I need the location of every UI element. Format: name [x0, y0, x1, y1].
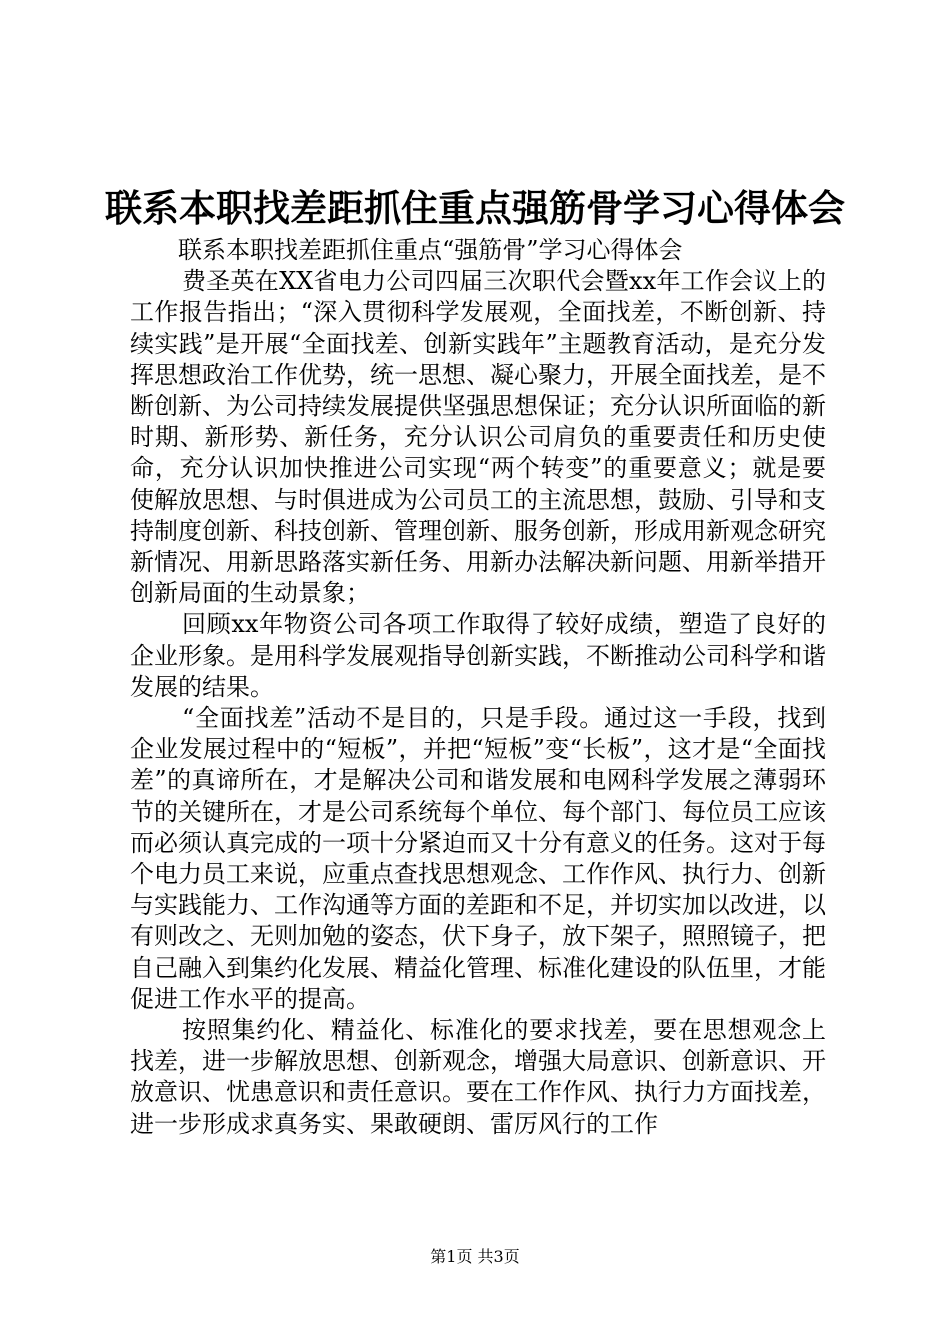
document-subtitle: 联系本职找差距抓住重点“强筋骨”学习心得体会 — [178, 236, 683, 264]
document-body — [130, 235, 826, 1140]
paragraph-3: “全面找差”活动不是目的，只是手段。通过这一手段，找到企业发展过程中的“短板”，并把“短板”变“长板”，这才是“全面找差”的真谛所在，才是解决公司和谐发展和电网科学发展之薄弱环节的关键所在，才是公司系统每个单位、每个部门、每位员工应该而必须认真完成的一项十分紧迫而又十分有意义的任务。这对于每个电力员工来说，应重点查找思想观念、工作作风、执行力、创新与实践能力、工作沟通等方面的差距和不足，并切实加以改进，以有则改之、无则加勉的姿态，伏下身子，放下架子，照照镜子，把自己融入到集约化发展、精益化管理、标准化建设的队伍里，才能促进工作水平的提高。 — [130, 704, 826, 1013]
page-footer: 第1页 共3页 — [430, 1247, 520, 1266]
paragraph-4: 按照集约化、精益化、标准化的要求找差，要在思想观念上找差，进一步解放思想、创新观念，增强大局意识、创新意识、开放意识、忧患意识和责任意识。要在工作作风、执行力方面找差，进一步形成求真务实、果敢硬朗、雷厉风行的工作 — [130, 1016, 826, 1138]
document-title: 联系本职找差距抓住重点强筋骨学习心得体会 — [105, 187, 845, 230]
paragraph-2: 回顾xx年物资公司各项工作取得了较好成绩，塑造了良好的企业形象。是用科学发展观指导创新实践，不断推动公司科学和谐发展的结果。 — [130, 610, 826, 701]
paragraph-1: 费圣英在XX省电力公司四届三次职代会暨xx年工作会议上的工作报告指出；“深入贯彻科学发展观，全面找差，不断创新、持续实践”是开展“全面找差、创新实践年”主题教育活动，是充分发挥思想政治工作优势，统一思想、凝心聚力，开展全面找差，是不断创新、为公司持续发展提供坚强思想保证；充分认识所面临的新时期、新形势、新任务，充分认识公司肩负的重要责任和历史使命，充分认识加快推进公司实现“两个转变”的重要意义；就是要使解放思想、与时俱进成为公司员工的主流思想，鼓励、引导和支持制度创新、科技创新、管理创新、服务创新，形成用新观念研究新情况、用新思路落实新任务、用新办法解决新问题、用新举措开创新局面的生动景象； — [130, 267, 826, 608]
